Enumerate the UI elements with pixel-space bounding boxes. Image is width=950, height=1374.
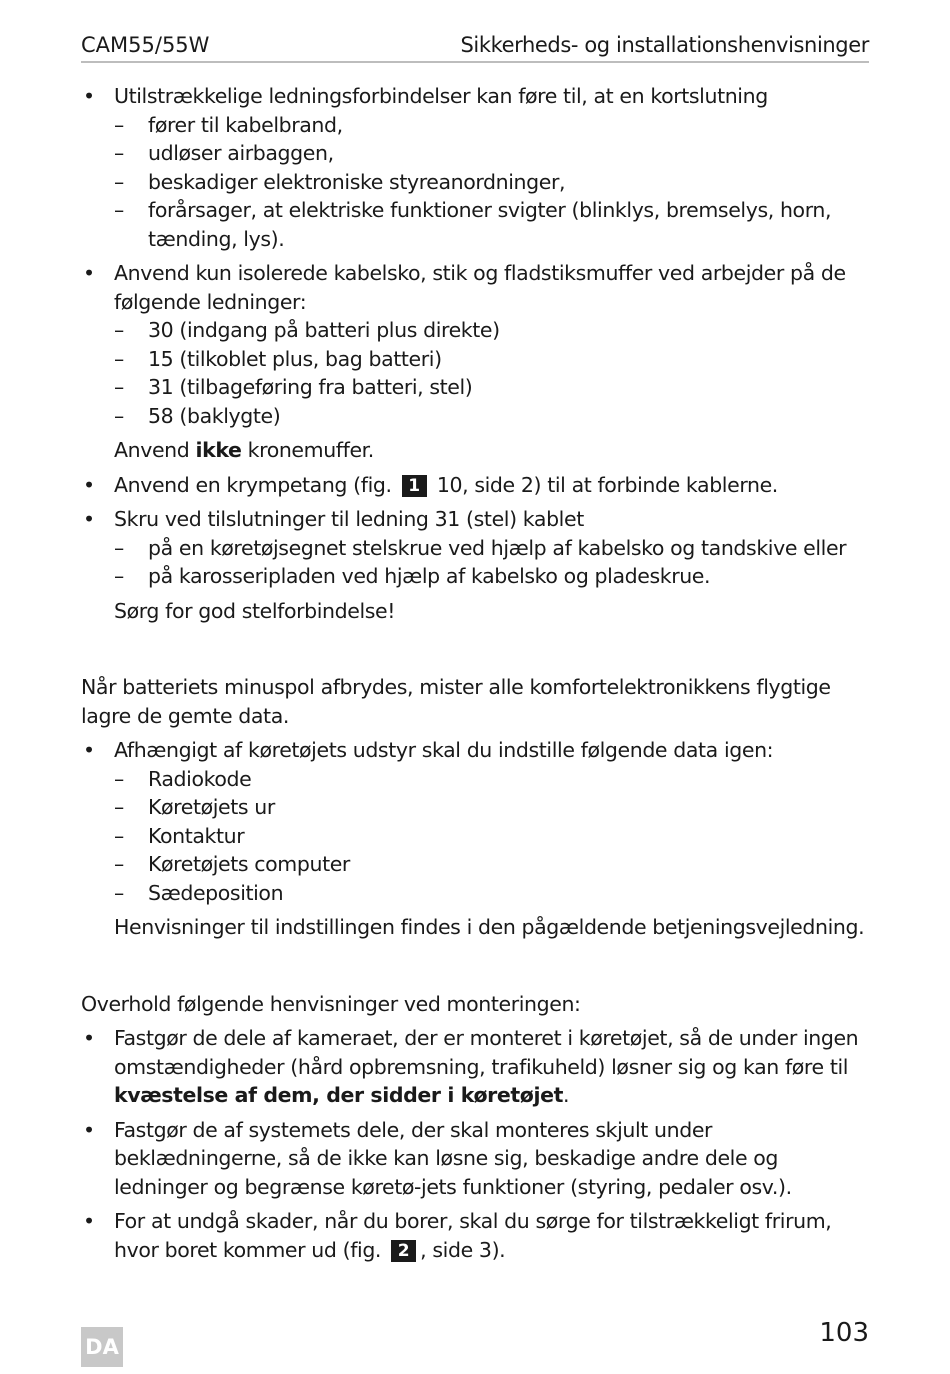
list-item: • Anvend en krympetang (fig. 1 10, side 2) til at forbinde kablerne. <box>81 471 871 500</box>
list-note: Anvend ikke kronemuffer. <box>114 438 374 462</box>
paragraph: Når batteriets minuspol afbrydes, mister alle komfortelektronikkens flygtige lagre de gemte data. <box>81 675 831 728</box>
list-item: • Afhængigt af køretøjets udstyr skal du indstille følgende data igen: – Radiokode – Køretøjets ur – Kontaktur – Køretøjets computer – Sædeposition <box>81 736 871 907</box>
sub-list-item: – 58 (baklygte) <box>114 402 871 431</box>
sub-list-item: – Kontaktur <box>114 822 871 851</box>
figure-ref-badge: 1 <box>402 475 427 497</box>
section-title: Sikkerheds- og installationshenvisninger <box>460 33 869 57</box>
sub-list-item: – beskadiger elektroniske styreanordninger, <box>114 168 871 197</box>
sub-list-item: – 31 (tilbageføring fra batteri, stel) <box>114 373 871 402</box>
sub-list-item: – udløser airbaggen, <box>114 139 871 168</box>
sub-list-item: – fører til kabelbrand, <box>114 111 871 140</box>
list-item: • For at undgå skader, når du borer, skal du sørge for tilstrækkeligt frirum, hvor boret kommer ud (fig. 2 , side 3). <box>81 1207 871 1264</box>
list-item: • Fastgør de af systemets dele, der skal monteres skjult under beklædningerne, så de ikke kan løsne sig, beskadige andre dele og ledninger og begrænse køretø-jets funktioner (styring, pedaler osv.). <box>81 1116 871 1202</box>
sub-list-item: – Køretøjets ur <box>114 793 871 822</box>
language-tab: DA <box>81 1327 123 1367</box>
list-item: • Anvend kun isolerede kabelsko, stik og fladstiksmuffer ved arbejder på de følgende ledninger: – 30 (indgang på batteri plus direkte) – 15 (tilkoblet plus, bag batteri) – 31 (tilbageføring fra batteri, stel) – 58 (baklygte) <box>81 259 871 430</box>
sub-list-item: – 15 (tilkoblet plus, bag batteri) <box>114 345 871 374</box>
model-name: CAM55/55W <box>81 33 210 57</box>
sub-list-item: – på karosseripladen ved hjælp af kabelsko og pladeskrue. <box>114 562 871 591</box>
sub-list-item: – Køretøjets computer <box>114 850 871 879</box>
sub-list-item: – Sædeposition <box>114 879 871 908</box>
sub-list-item: – på en køretøjsegnet stelskrue ved hjælp af kabelsko og tandskive eller <box>114 534 871 563</box>
sub-list-item: – forårsager, at elektriske funktioner svigter (blinklys, bremselys, horn, tænding, lys). <box>114 196 871 253</box>
page-number: 103 <box>819 1318 869 1348</box>
list-item: • Skru ved tilslutninger til ledning 31 (stel) kablet – på en køretøjsegnet stelskrue ved hjælp af kabelsko og tandskive eller – på karosseripladen ved hjælp af kabelsko og pladeskrue. <box>81 505 871 591</box>
figure-ref-badge: 2 <box>391 1240 416 1262</box>
paragraph: Overhold følgende henvisninger ved monteringen: <box>81 991 581 1016</box>
page-content <box>81 82 871 1270</box>
page-header <box>81 31 869 63</box>
sub-list-item: – 30 (indgang på batteri plus direkte) <box>114 316 871 345</box>
sub-list-item: – Radiokode <box>114 765 871 794</box>
list-item: • Fastgør de dele af kameraet, der er monteret i køretøjet, så de under ingen omstændigheder (hård opbremsning, trafikuheld) løsner sig og kan føre til kvæstelse af dem, der sidder i køretøjet. <box>81 1024 871 1110</box>
list-note: Sørg for god stelforbindelse! <box>114 598 396 623</box>
list-note: Henvisninger til indstillingen findes i den pågældende betjeningsvejledning. <box>114 915 865 939</box>
list-item: • Utilstrækkelige ledningsforbindelser kan føre til, at en kortslutning – fører til kabelbrand, – udløser airbaggen, – beskadiger elektroniske styreanordninger, – forårsager, at elektriske funktioner svigter (blinklys, bremselys, horn, tænding, lys). <box>81 82 871 253</box>
